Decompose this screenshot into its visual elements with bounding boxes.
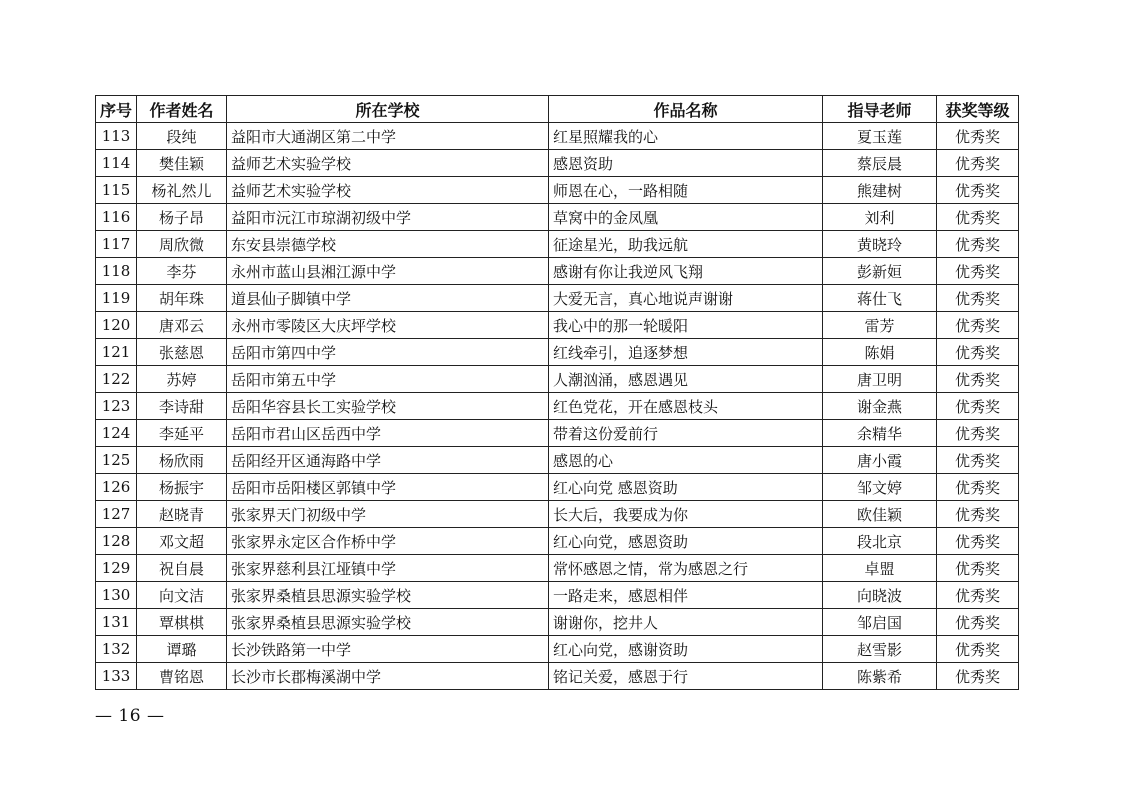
work-title-cell: 师恩在心，一路相随 bbox=[549, 177, 823, 204]
work-title-cell: 带着这份爱前行 bbox=[549, 420, 823, 447]
serial-cell: 114 bbox=[96, 150, 137, 177]
work-title-cell: 红线牵引，追逐梦想 bbox=[549, 339, 823, 366]
teacher-cell: 向晓波 bbox=[823, 582, 937, 609]
table-row bbox=[96, 258, 1019, 285]
award-cell: 优秀奖 bbox=[937, 636, 1019, 663]
teacher-cell: 唐卫明 bbox=[823, 366, 937, 393]
work-title-cell: 感恩的心 bbox=[549, 447, 823, 474]
school-cell: 益师艺术实验学校 bbox=[227, 177, 549, 204]
serial-cell: 124 bbox=[96, 420, 137, 447]
school-cell: 益阳市沅江市琼湖初级中学 bbox=[227, 204, 549, 231]
table-row bbox=[96, 177, 1019, 204]
teacher-cell: 卓盟 bbox=[823, 555, 937, 582]
author-cell: 胡年珠 bbox=[137, 285, 227, 312]
teacher-cell: 熊建树 bbox=[823, 177, 937, 204]
teacher-cell: 刘利 bbox=[823, 204, 937, 231]
author-cell: 杨礼然儿 bbox=[137, 177, 227, 204]
serial-cell: 131 bbox=[96, 609, 137, 636]
award-cell: 优秀奖 bbox=[937, 609, 1019, 636]
school-cell: 益师艺术实验学校 bbox=[227, 150, 549, 177]
school-cell: 长沙铁路第一中学 bbox=[227, 636, 549, 663]
teacher-cell: 段北京 bbox=[823, 528, 937, 555]
table-row bbox=[96, 528, 1019, 555]
school-cell: 岳阳经开区通海路中学 bbox=[227, 447, 549, 474]
work-title-cell: 大爱无言，真心地说声谢谢 bbox=[549, 285, 823, 312]
table-row bbox=[96, 150, 1019, 177]
school-cell: 张家界天门初级中学 bbox=[227, 501, 549, 528]
table-row bbox=[96, 474, 1019, 501]
serial-cell: 133 bbox=[96, 663, 137, 690]
serial-cell: 118 bbox=[96, 258, 137, 285]
award-cell: 优秀奖 bbox=[937, 528, 1019, 555]
teacher-cell: 雷芳 bbox=[823, 312, 937, 339]
header-teacher: 指导老师 bbox=[823, 96, 937, 123]
author-cell: 李诗甜 bbox=[137, 393, 227, 420]
author-cell: 杨欣雨 bbox=[137, 447, 227, 474]
work-title-cell: 铭记关爱，感恩于行 bbox=[549, 663, 823, 690]
author-cell: 樊佳颖 bbox=[137, 150, 227, 177]
table-header bbox=[96, 96, 1019, 123]
award-cell: 优秀奖 bbox=[937, 204, 1019, 231]
teacher-cell: 陈娟 bbox=[823, 339, 937, 366]
header-author: 作者姓名 bbox=[137, 96, 227, 123]
work-title-cell: 红心向党，感恩资助 bbox=[549, 528, 823, 555]
serial-cell: 125 bbox=[96, 447, 137, 474]
work-title-cell: 红心向党 感恩资助 bbox=[549, 474, 823, 501]
author-cell: 苏婷 bbox=[137, 366, 227, 393]
school-cell: 长沙市长郡梅溪湖中学 bbox=[227, 663, 549, 690]
school-cell: 永州市蓝山县湘江源中学 bbox=[227, 258, 549, 285]
author-cell: 谭璐 bbox=[137, 636, 227, 663]
award-cell: 优秀奖 bbox=[937, 312, 1019, 339]
teacher-cell: 余精华 bbox=[823, 420, 937, 447]
table-row bbox=[96, 366, 1019, 393]
award-cell: 优秀奖 bbox=[937, 582, 1019, 609]
author-cell: 唐邓云 bbox=[137, 312, 227, 339]
school-cell: 益阳市大通湖区第二中学 bbox=[227, 123, 549, 150]
table-row bbox=[96, 123, 1019, 150]
award-cell: 优秀奖 bbox=[937, 555, 1019, 582]
serial-cell: 128 bbox=[96, 528, 137, 555]
author-cell: 周欣微 bbox=[137, 231, 227, 258]
header-row bbox=[96, 96, 1019, 123]
school-cell: 岳阳市第五中学 bbox=[227, 366, 549, 393]
serial-cell: 117 bbox=[96, 231, 137, 258]
table-row bbox=[96, 393, 1019, 420]
serial-cell: 126 bbox=[96, 474, 137, 501]
teacher-cell: 邹文婷 bbox=[823, 474, 937, 501]
serial-cell: 130 bbox=[96, 582, 137, 609]
teacher-cell: 彭新姮 bbox=[823, 258, 937, 285]
serial-cell: 121 bbox=[96, 339, 137, 366]
author-cell: 祝自晨 bbox=[137, 555, 227, 582]
work-title-cell: 人潮汹涌，感恩遇见 bbox=[549, 366, 823, 393]
serial-cell: 113 bbox=[96, 123, 137, 150]
work-title-cell: 一路走来，感恩相伴 bbox=[549, 582, 823, 609]
header-award: 获奖等级 bbox=[937, 96, 1019, 123]
work-title-cell: 谢谢你，挖井人 bbox=[549, 609, 823, 636]
author-cell: 张慈恩 bbox=[137, 339, 227, 366]
table-row bbox=[96, 582, 1019, 609]
author-cell: 曹铭恩 bbox=[137, 663, 227, 690]
table-row bbox=[96, 231, 1019, 258]
award-cell: 优秀奖 bbox=[937, 420, 1019, 447]
table-row bbox=[96, 663, 1019, 690]
award-cell: 优秀奖 bbox=[937, 150, 1019, 177]
teacher-cell: 黄晓玲 bbox=[823, 231, 937, 258]
teacher-cell: 唐小霞 bbox=[823, 447, 937, 474]
author-cell: 段纯 bbox=[137, 123, 227, 150]
teacher-cell: 谢金燕 bbox=[823, 393, 937, 420]
work-title-cell: 草窝中的金凤凰 bbox=[549, 204, 823, 231]
table-row bbox=[96, 420, 1019, 447]
author-cell: 李延平 bbox=[137, 420, 227, 447]
serial-cell: 132 bbox=[96, 636, 137, 663]
work-title-cell: 长大后，我要成为你 bbox=[549, 501, 823, 528]
work-title-cell: 感谢有你让我逆风飞翔 bbox=[549, 258, 823, 285]
award-cell: 优秀奖 bbox=[937, 501, 1019, 528]
award-cell: 优秀奖 bbox=[937, 258, 1019, 285]
award-cell: 优秀奖 bbox=[937, 339, 1019, 366]
author-cell: 赵晓青 bbox=[137, 501, 227, 528]
header-work-title: 作品名称 bbox=[549, 96, 823, 123]
serial-cell: 122 bbox=[96, 366, 137, 393]
work-title-cell: 常怀感恩之情，常为感恩之行 bbox=[549, 555, 823, 582]
school-cell: 岳阳市君山区岳西中学 bbox=[227, 420, 549, 447]
school-cell: 张家界桑植县思源实验学校 bbox=[227, 609, 549, 636]
header-school: 所在学校 bbox=[227, 96, 549, 123]
school-cell: 张家界永定区合作桥中学 bbox=[227, 528, 549, 555]
author-cell: 覃棋棋 bbox=[137, 609, 227, 636]
table-row bbox=[96, 609, 1019, 636]
award-cell: 优秀奖 bbox=[937, 393, 1019, 420]
serial-cell: 116 bbox=[96, 204, 137, 231]
table-body bbox=[96, 123, 1019, 690]
work-title-cell: 感恩资助 bbox=[549, 150, 823, 177]
award-cell: 优秀奖 bbox=[937, 231, 1019, 258]
serial-cell: 123 bbox=[96, 393, 137, 420]
school-cell: 东安县崇德学校 bbox=[227, 231, 549, 258]
table-row bbox=[96, 555, 1019, 582]
author-cell: 杨振宇 bbox=[137, 474, 227, 501]
table-row bbox=[96, 636, 1019, 663]
table-row bbox=[96, 204, 1019, 231]
work-title-cell: 征途星光，助我远航 bbox=[549, 231, 823, 258]
school-cell: 永州市零陵区大庆坪学校 bbox=[227, 312, 549, 339]
work-title-cell: 红星照耀我的心 bbox=[549, 123, 823, 150]
teacher-cell: 赵雪影 bbox=[823, 636, 937, 663]
award-cell: 优秀奖 bbox=[937, 366, 1019, 393]
teacher-cell: 邹启国 bbox=[823, 609, 937, 636]
page-number: — 16 — bbox=[95, 706, 165, 726]
teacher-cell: 夏玉莲 bbox=[823, 123, 937, 150]
teacher-cell: 蒋仕飞 bbox=[823, 285, 937, 312]
author-cell: 杨子昂 bbox=[137, 204, 227, 231]
school-cell: 岳阳市第四中学 bbox=[227, 339, 549, 366]
award-cell: 优秀奖 bbox=[937, 474, 1019, 501]
table-row bbox=[96, 339, 1019, 366]
author-cell: 向文洁 bbox=[137, 582, 227, 609]
school-cell: 岳阳华容县长工实验学校 bbox=[227, 393, 549, 420]
teacher-cell: 蔡辰晨 bbox=[823, 150, 937, 177]
award-table bbox=[95, 95, 1019, 690]
table-row bbox=[96, 312, 1019, 339]
table-row bbox=[96, 285, 1019, 312]
work-title-cell: 红心向党，感谢资助 bbox=[549, 636, 823, 663]
school-cell: 道县仙子脚镇中学 bbox=[227, 285, 549, 312]
table-row bbox=[96, 501, 1019, 528]
serial-cell: 129 bbox=[96, 555, 137, 582]
award-cell: 优秀奖 bbox=[937, 123, 1019, 150]
school-cell: 张家界桑植县思源实验学校 bbox=[227, 582, 549, 609]
serial-cell: 120 bbox=[96, 312, 137, 339]
award-cell: 优秀奖 bbox=[937, 177, 1019, 204]
award-cell: 优秀奖 bbox=[937, 285, 1019, 312]
award-cell: 优秀奖 bbox=[937, 447, 1019, 474]
work-title-cell: 红色党花，开在感恩枝头 bbox=[549, 393, 823, 420]
work-title-cell: 我心中的那一轮暖阳 bbox=[549, 312, 823, 339]
school-cell: 岳阳市岳阳楼区郭镇中学 bbox=[227, 474, 549, 501]
teacher-cell: 欧佳颖 bbox=[823, 501, 937, 528]
teacher-cell: 陈紫希 bbox=[823, 663, 937, 690]
school-cell: 张家界慈利县江垭镇中学 bbox=[227, 555, 549, 582]
author-cell: 李芬 bbox=[137, 258, 227, 285]
award-cell: 优秀奖 bbox=[937, 663, 1019, 690]
serial-cell: 127 bbox=[96, 501, 137, 528]
author-cell: 邓文超 bbox=[137, 528, 227, 555]
header-serial: 序号 bbox=[96, 96, 137, 123]
table-row bbox=[96, 447, 1019, 474]
serial-cell: 115 bbox=[96, 177, 137, 204]
serial-cell: 119 bbox=[96, 285, 137, 312]
